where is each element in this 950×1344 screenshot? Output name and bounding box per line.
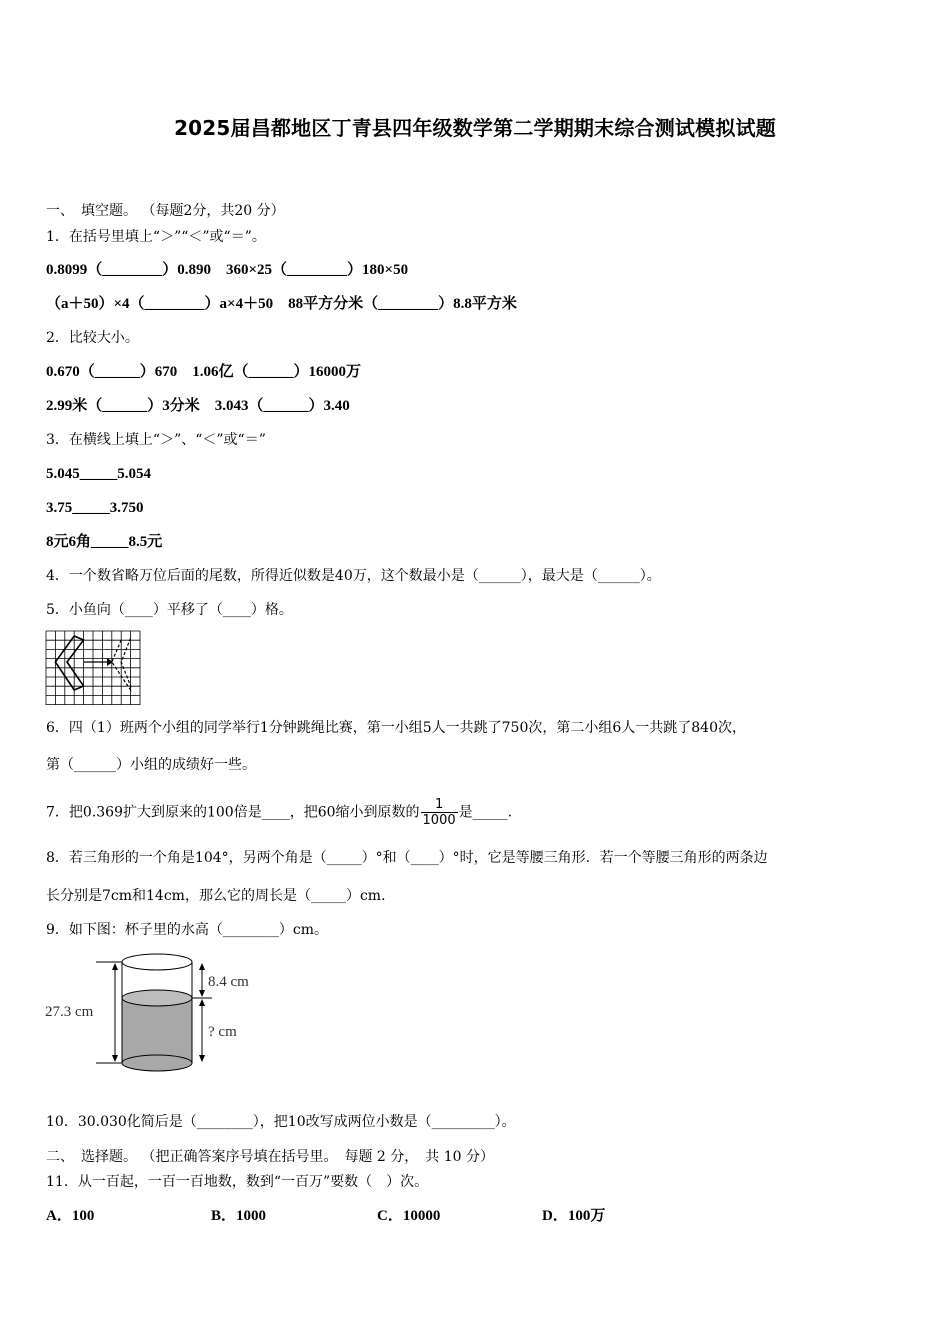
q1-line-1: 0.8099（________）0.890 360×25（________）180×50 bbox=[46, 262, 409, 278]
arrow-down-icon bbox=[199, 990, 205, 997]
q11-text: 11．从一百起，一百一百地数，数到“一百万”要数（ ）次。 bbox=[46, 1174, 429, 1190]
q11-option-a: A．100 bbox=[46, 1208, 95, 1224]
water-body bbox=[122, 998, 192, 1063]
fish-original bbox=[55, 636, 83, 690]
q4-text: 4．一个数省略万位后面的尾数，所得近似数是40万，这个数最小是（______），最大是（______）。 bbox=[46, 568, 661, 584]
q11-option-b: B．1000 bbox=[211, 1208, 267, 1224]
q1-line-2: （a＋50）×4（________）a×4＋50 88平方分米（________）8.8平方米 bbox=[46, 296, 517, 312]
fish-grid-figure bbox=[45, 630, 141, 706]
q7-before: 7．把0.369扩大到原来的100倍是____，把60缩小到原数的 bbox=[46, 804, 420, 821]
q5-text: 5．小鱼向（____）平移了（____）格。 bbox=[46, 602, 293, 618]
q9-text: 9．如下图：杯子里的水高（________）cm。 bbox=[46, 922, 329, 938]
arrow-down-icon bbox=[199, 1055, 205, 1062]
section-1-header: 一、 填空题。 （每题2分，共20 分） bbox=[46, 203, 285, 219]
q7-after: 是_____. bbox=[458, 804, 513, 821]
q2-line-2: 2.99米（______）3分米 3.043（______）3.40 bbox=[46, 398, 350, 414]
q2-line-1: 0.670（______）670 1.06亿（______）16000万 bbox=[46, 364, 362, 380]
q11-options bbox=[46, 1206, 646, 1226]
q3-line-2: 3.75_____3.750 bbox=[46, 500, 144, 516]
arrow-down-icon bbox=[112, 1055, 118, 1062]
q7-fraction bbox=[421, 797, 458, 828]
cup-rim-ellipse bbox=[122, 954, 192, 970]
label-top-gap: 8.4 cm bbox=[208, 974, 249, 990]
section-2-header: 二、 选择题。 （把正确答案序号填在括号里。 每题 2 分， 共 10 分） bbox=[46, 1149, 494, 1165]
q8-line-1: 8．若三角形的一个角是104°，另两个角是（_____）°和（____）°时，它是等腰三角形．若一个等腰三角形的两条边 bbox=[46, 850, 768, 866]
q7-frac-numerator: 1 bbox=[421, 797, 458, 813]
q6-line-1: 6．四（1）班两个小组的同学举行1分钟跳绳比赛，第一小组5人一共跳了750次，第二小组6人一共跳了840次， bbox=[46, 720, 746, 736]
q3-line-3: 8元6角_____8.5元 bbox=[46, 534, 163, 550]
q11-option-c: C．10000 bbox=[377, 1208, 441, 1224]
water-surface-ellipse bbox=[122, 990, 192, 1006]
q8-line-2: 长分别是7cm和14cm，那么它的周长是（_____）cm． bbox=[46, 888, 396, 904]
q7-frac-denominator: 1000 bbox=[422, 813, 456, 828]
label-water-height: ? cm bbox=[208, 1024, 237, 1040]
page-title: 2025届昌都地区丁青县四年级数学第二学期期末综合测试模拟试题 bbox=[174, 116, 776, 140]
q6-line-2: 第（______）小组的成绩好一些。 bbox=[46, 757, 256, 773]
q3-stem: 3．在横线上填上“＞”、“＜”或“＝” bbox=[46, 432, 266, 448]
cup-bottom-ellipse bbox=[122, 1055, 192, 1071]
q10-text: 10．30.030化简后是（________），把10改写成两位小数是（_________）。 bbox=[46, 1114, 516, 1130]
arrow-up-icon bbox=[199, 999, 205, 1006]
q1-stem: 1．在括号里填上“＞”“＜”或“＝”。 bbox=[46, 229, 266, 245]
label-total-height: 27.3 cm bbox=[45, 1004, 94, 1020]
arrow-up-icon bbox=[199, 963, 205, 970]
cup-figure bbox=[40, 950, 280, 1078]
q11-option-d: D．100万 bbox=[542, 1208, 606, 1224]
q2-stem: 2．比较大小。 bbox=[46, 330, 139, 346]
arrow-up-icon bbox=[112, 963, 118, 970]
q3-line-1: 5.045_____5.054 bbox=[46, 466, 151, 482]
q7-text bbox=[46, 797, 512, 828]
